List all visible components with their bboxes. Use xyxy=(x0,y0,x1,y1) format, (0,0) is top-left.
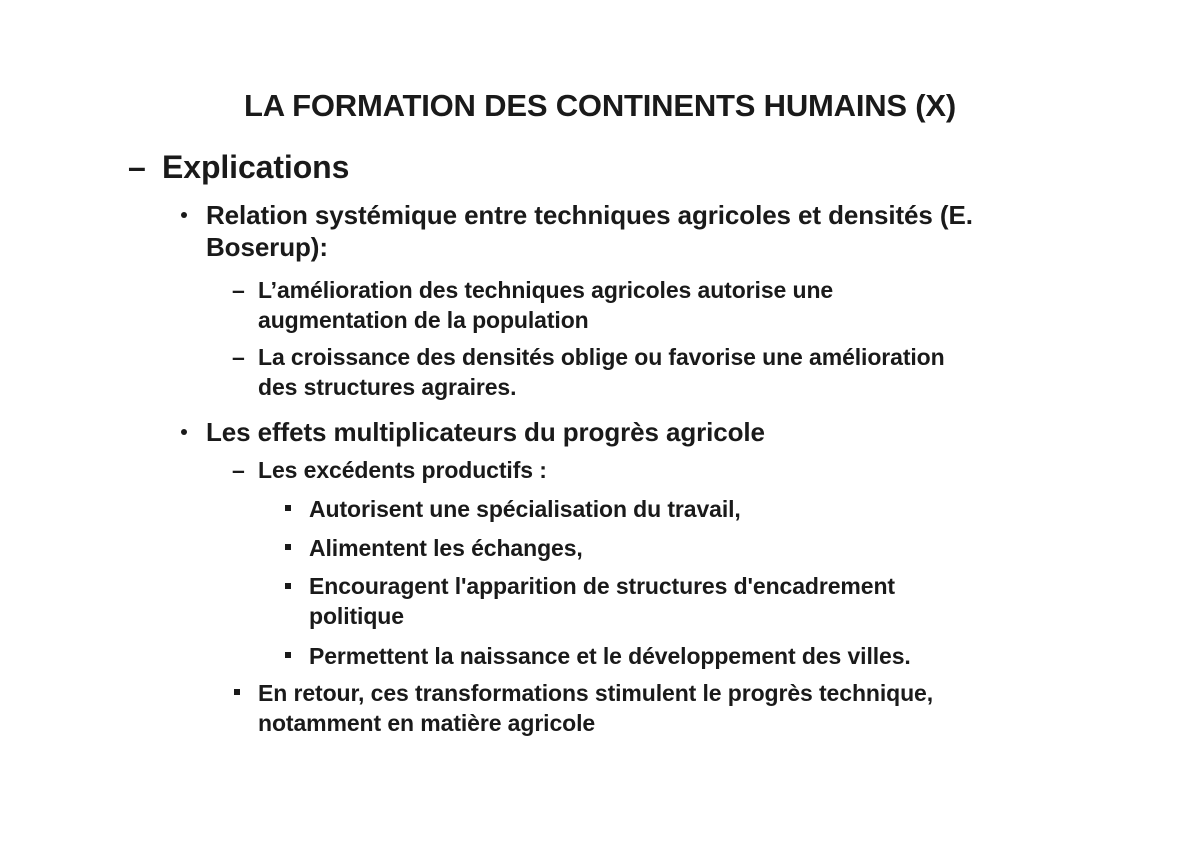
square-bullet xyxy=(285,505,291,511)
bullet-dot xyxy=(181,429,187,435)
item-3-line-2: politique xyxy=(309,603,404,629)
section-heading: Explications xyxy=(162,149,350,185)
subpoint-2-1-line-1: Les excédents productifs : xyxy=(258,457,547,483)
dash-marker: – xyxy=(232,277,245,303)
subpoint-1-2-line-1: La croissance des densités oblige ou favorise une amélioration xyxy=(258,344,945,370)
dash-marker: – xyxy=(232,457,245,483)
square-bullet xyxy=(234,689,240,695)
dash-marker: – xyxy=(232,344,245,370)
item-3-line-1: Encouragent l'apparition de structures d'encadrement xyxy=(309,573,895,599)
dash-marker: – xyxy=(128,149,146,185)
square-bullet xyxy=(285,652,291,658)
square-bullet xyxy=(285,544,291,550)
point-1-line-2: Boserup): xyxy=(206,232,328,262)
item-2: Alimentent les échanges, xyxy=(309,535,583,561)
subpoint-1-1-line-2: augmentation de la population xyxy=(258,307,589,333)
point-2-line-1: Les effets multiplicateurs du progrès agricole xyxy=(206,417,765,447)
subpoint-1-2-line-2: des structures agraires. xyxy=(258,374,517,400)
item-1: Autorisent une spécialisation du travail, xyxy=(309,496,741,522)
slide-title: LA FORMATION DES CONTINENTS HUMAINS (X) xyxy=(243,88,957,123)
subpoint-1-1-line-1: L’amélioration des techniques agricoles autorise une xyxy=(258,277,834,303)
item-4: Permettent la naissance et le développement des villes. xyxy=(309,643,911,669)
subpoint-2-2-line-1: En retour, ces transformations stimulent le progrès technique, xyxy=(258,680,934,706)
square-bullet xyxy=(285,583,291,589)
subpoint-2-2-line-2: notamment en matière agricole xyxy=(258,710,596,736)
bullet-dot xyxy=(181,212,187,218)
point-1-line-1: Relation systémique entre techniques agricoles et densités (E. xyxy=(206,200,973,230)
